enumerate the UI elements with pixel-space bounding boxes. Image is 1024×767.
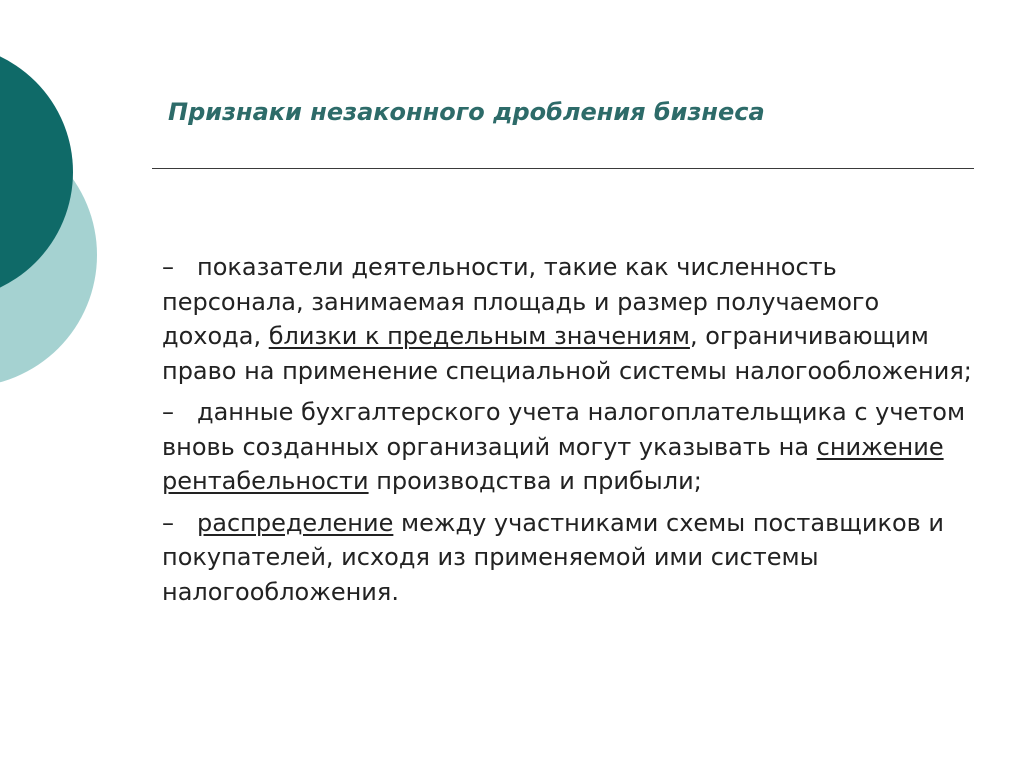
underlined-phrase: распределение	[197, 508, 394, 537]
bullet-text: производства и прибыли;	[368, 467, 702, 495]
bullet-dash: –	[162, 508, 174, 537]
bullet-dash: –	[162, 253, 174, 281]
bullet-text: показатели деятельности, такие как численность персонала, занимаемая площадь и размер получаемого дохода,	[162, 253, 880, 350]
bullet-text: , ограничивающим право на применение специальной системы налогообложения;	[162, 322, 972, 385]
bullet-text: данные бухгалтерского учета налогоплательщика с учетом вновь созданных организаций могут указывать на	[162, 398, 966, 461]
bullet-text: между участниками схемы поставщиков и покупателей, исходя из применяемой ими системы налогообложения.	[162, 508, 944, 606]
bullet-item-2	[162, 395, 982, 499]
bullet-item-3	[162, 506, 982, 610]
underlined-phrase: близки к предельным значениям	[268, 322, 690, 350]
title-divider	[152, 168, 974, 169]
bullet-list	[162, 250, 982, 616]
bullet-dash: –	[162, 398, 174, 426]
underlined-phrase: снижение рентабельности	[162, 432, 944, 495]
decorative-circles	[0, 0, 110, 420]
bullet-item-1	[162, 250, 982, 388]
slide-title: Признаки незаконного дробления бизнеса	[168, 98, 765, 126]
